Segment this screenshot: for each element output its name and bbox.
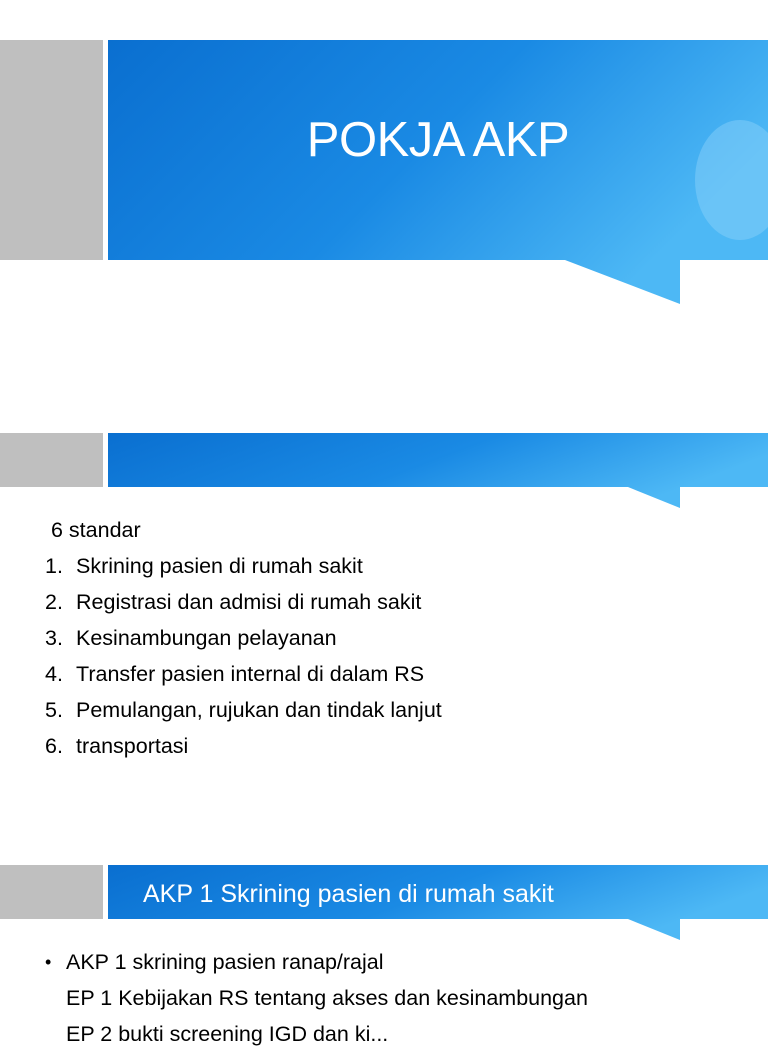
list-item (45, 656, 442, 692)
list-item-number: 2. (45, 590, 63, 614)
list-item-text: Skrining pasien di rumah sakit (76, 554, 363, 578)
slide1-banner (0, 40, 768, 310)
slide1-title: POKJA AKP (306, 113, 570, 167)
list-item (45, 584, 442, 620)
bullet-item (45, 944, 588, 980)
list-item (45, 620, 442, 656)
slide1-banner-shape (0, 40, 768, 310)
list-item (45, 728, 442, 764)
slide2-banner (0, 433, 768, 513)
list-item-text: transportasi (76, 734, 189, 758)
list-item-text: Pemulangan, rujukan dan tindak lanjut (76, 698, 442, 722)
standards-list (45, 512, 442, 764)
list-item-text: Kesinambungan pelayanan (76, 626, 337, 650)
list-item-number: 1. (45, 554, 63, 578)
sub-line: EP 1 Kebijakan RS tentang akses dan kesinambungan (66, 986, 588, 1010)
list-item-number: 3. (45, 626, 63, 650)
bullet-icon: • (45, 952, 52, 972)
list-item-text: Transfer pasien internal di dalam RS (76, 662, 425, 686)
list-item-number: 4. (45, 662, 63, 686)
list-item (45, 692, 442, 728)
slide2-banner-shape (0, 433, 768, 513)
list-item (45, 548, 442, 584)
sub-line: EP 2 bukti screening IGD dan ki... (66, 1022, 389, 1046)
bullet-text: AKP 1 skrining pasien ranap/rajal (66, 950, 384, 974)
slide3-title: AKP 1 Skrining pasien di rumah sakit (143, 880, 554, 908)
list-heading: 6 standar (51, 518, 141, 542)
list-item-number: 6. (45, 734, 63, 758)
list-item-text: Registrasi dan admisi di rumah sakit (76, 590, 422, 614)
slide3-body (45, 944, 588, 1052)
list-item-number: 5. (45, 698, 63, 722)
